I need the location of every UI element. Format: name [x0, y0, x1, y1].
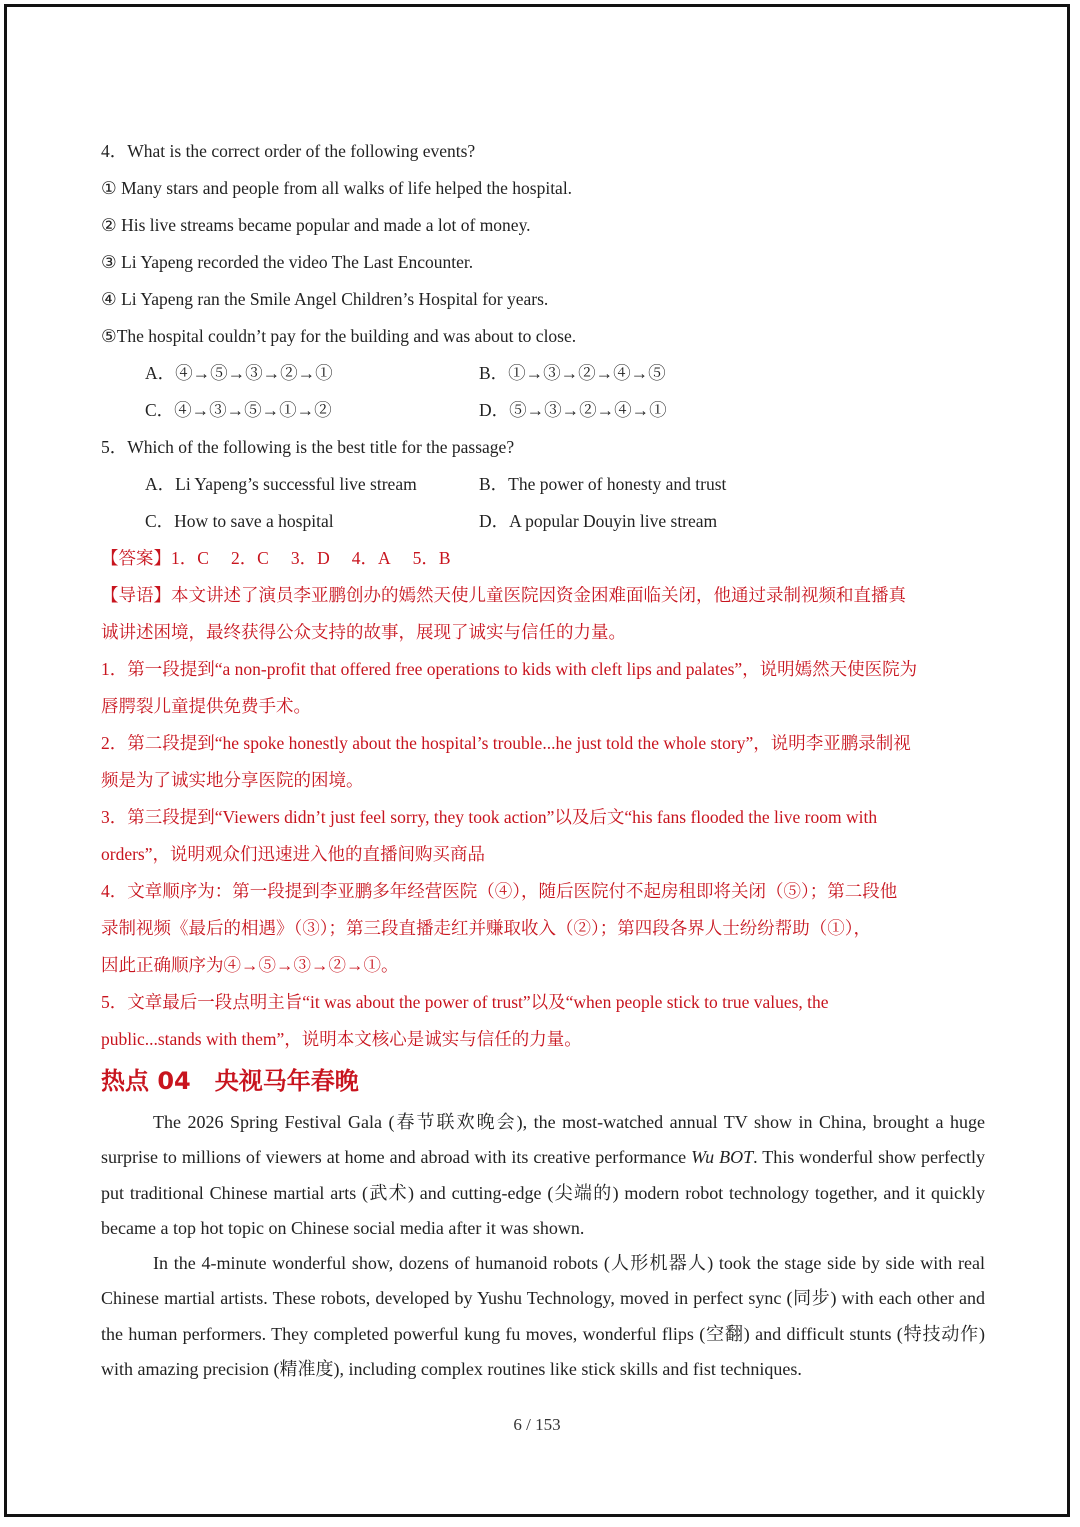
guide-line: public...stands with them”，说明本文核心是诚实与信任的力量。: [101, 1029, 582, 1049]
q5-option-b[interactable]: B．The power of honesty and trust: [479, 474, 727, 494]
guide-line: 录制视频《最后的相遇》（③）；第三段直播走红并赚取收入（②）；第四段各界人士纷纷帮助（①），: [101, 918, 871, 938]
passage-paragraph-2: In the 4-minute wonderful show, dozens of humanoid robots (人形机器人) took the stage side by side with real Chinese martial artists. These robots, developed by Yushu Technology, moved in perfect sync (同步) with each other and the human performers. They completed powerful kung fu moves, wonderful flips (空翻) and difficult stunts (特技动作) with amazing precision (精准度), including complex routines like stick skills and fist techniques.: [101, 1253, 985, 1380]
answer-item: 1．C: [171, 548, 209, 568]
answer-item: 3．D: [290, 548, 330, 568]
document-page: [4, 4, 1070, 1517]
guide-line: 3．第三段提到“Viewers didn’t just feel sorry, they took action”以及后文“his fans flooded the live room with: [101, 807, 878, 827]
guide-explanation: [101, 577, 991, 1058]
q4-options-row-2: [101, 392, 991, 429]
section-heading: [101, 1059, 991, 1105]
q4-option-c[interactable]: C．④→③→⑤→①→②: [145, 400, 332, 420]
question-4-stem: 4．What is the correct order of the following events?: [101, 141, 476, 161]
guide-line: 5．文章最后一段点明主旨“it was about the power of trust”以及“when people stick to true values, the: [101, 992, 829, 1012]
guide-line: 4．文章顺序为：第一段提到李亚鹏多年经营医院（④），随后医院付不起房租即将关闭（⑤）；第二段他: [101, 881, 898, 901]
q4-event-5: ⑤The hospital couldn’t pay for the building and was about to close.: [101, 326, 577, 346]
q4-event-1: ① Many stars and people from all walks of life helped the hospital.: [101, 178, 573, 198]
page-content: [101, 133, 991, 1387]
answer-label: 【答案】: [101, 548, 171, 568]
guide-line: 1．第一段提到“a non-profit that offered free operations to kids with cleft lips and palates”，说明嫣然天使医院为: [101, 659, 918, 679]
answer-item: 4．A: [351, 548, 391, 568]
guide-line: 因此正确顺序为④→⑤→③→②→①。: [101, 955, 399, 975]
page-number: 6 / 153: [513, 1415, 561, 1434]
p1-text-end: . This wonderful show perfectly put traditional Chinese martial arts (武术) and cutting-edge (尖端的) modern robot technology together, and it quickly became a top hot topic on Chinese social media after it was shown.: [101, 1147, 985, 1238]
guide-line: 【导语】本文讲述了演员李亚鹏创办的嫣然天使儿童医院因资金困难面临关闭，他通过录制视频和直播真: [101, 585, 906, 605]
answer-key: [101, 540, 991, 577]
p1-italic-title: Wu BOT: [691, 1147, 754, 1168]
guide-line: 唇腭裂儿童提供免费手术。: [101, 696, 311, 716]
answer-item: 5．B: [412, 548, 451, 568]
passage-paragraph-1: [101, 1105, 985, 1246]
q4-option-b[interactable]: B．①→③→②→④→⑤: [479, 363, 666, 383]
q4-event-3: ③ Li Yapeng recorded the video The Last Encounter.: [101, 252, 474, 272]
q5-options-row-1: [101, 466, 991, 503]
q4-options-row-1: [101, 355, 991, 392]
q4-event-4: ④ Li Yapeng ran the Smile Angel Children’s Hospital for years.: [101, 289, 549, 309]
q4-event-2: ② His live streams became popular and made a lot of money.: [101, 215, 531, 235]
answer-item: 2．C: [230, 548, 269, 568]
guide-line: 2．第二段提到“he spoke honestly about the hospital’s trouble...he just told the whole story”，说明李亚鹏录制视: [101, 733, 911, 753]
p1-text: The 2026 Spring Festival Gala (春节联欢晚会), the most-watched annual TV show in China, brought a huge surprise to millions of viewers at home and abroad with its creative performance: [101, 1112, 985, 1168]
section-title: 央视马年春晚: [214, 1067, 359, 1095]
guide-line: 诚讲述困境，最终获得公众支持的故事，展现了诚实与信任的力量。: [101, 622, 626, 642]
q4-option-a[interactable]: A．④→⑤→③→②→①: [145, 363, 333, 383]
guide-line: 频是为了诚实地分享医院的困境。: [101, 770, 364, 790]
section-number: 热点 04: [101, 1067, 191, 1095]
guide-line: orders”，说明观众们迅速进入他的直播间购买商品: [101, 844, 485, 864]
q5-option-a[interactable]: A．Li Yapeng’s successful live stream: [145, 474, 417, 494]
q5-option-d[interactable]: D．A popular Douyin live stream: [479, 511, 718, 531]
q5-options-row-2: [101, 503, 991, 540]
q4-option-d[interactable]: D．⑤→③→②→④→①: [479, 400, 667, 420]
q5-option-c[interactable]: C．How to save a hospital: [145, 511, 334, 531]
question-5-stem: 5．Which of the following is the best title for the passage?: [101, 437, 515, 457]
